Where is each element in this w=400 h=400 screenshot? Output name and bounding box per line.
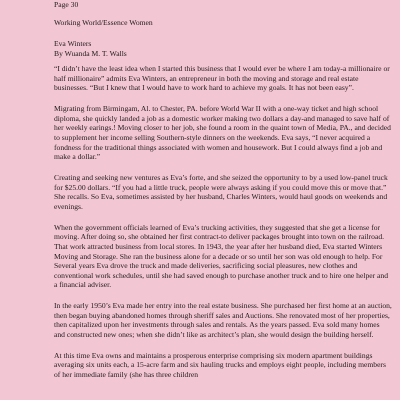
paragraph-5: In the early 1950’s Eva made her entry into the real estate business. She purchased her first home at an auction, then began buying abandoned homes through sheriff sales and Auctions. She renovated most of her properties, then capitalized upon her investments through sales and rentals. As the years passed. Eva sold many homes and constructed new ones; when she didn’t like as architect’s plan, she would design the building herself.: [54, 301, 392, 340]
page-number: Page 30: [54, 0, 79, 9]
section-heading: Working World/Essence Women: [54, 18, 153, 27]
article-title: Eva Winters: [54, 39, 92, 48]
paragraph-6: At this time Eva owns and maintains a prosperous enterprise comprising six modern apartment buildings averaging six units each, a 15-acre farm and six hauling trucks and employs eight people, including members of her immediate family (she has three children: [54, 350, 386, 380]
document-content: [54, 0, 392, 391]
paragraph-3: Creating and seeking new ventures as Eva’s forte, and she seized the opportunity to by a used low-panel truck for $25.00 dollars. “If you had a little truck, people were always asking if you could move this or move that.” She recalls. So Eva, sometimes assisted by her husband, Charles Winters, would haul goods on weekends and evenings.: [54, 172, 388, 211]
paragraph-1: “I didn’t have the least idea when I started this business that I would ever be where I am today-a millionaire or half millionaire” admits Eva Winters, an entrepreneur in both the moving and storage and real estate businesses. “But I knew that I would have to work hard to achieve my goals. It has not been easy”.: [54, 64, 390, 93]
paragraph-2: Migrating from Birmingam, Al. to Chester, PA. before World War II with a one-way ticket and high school diploma, she quickly landed a job as a domestic worker making two dollars a day-and managed to save half of her weekly earings.! Moving closer to her job, she found a room in the quaint town of Media, PA., and decided to supplement her income selling Southern-style dinners on the weekends. Eva says, “I never acquired a fondness for the traditional things associated with women and housework. But I could always find a job and make a dollar.”: [54, 103, 391, 162]
paragraph-4: When the government officials learned of Eva’s trucking activities, they suggested that she get a license for moving. After doing so, she obtained her first contract-to deliver packages brought into town on the railroad. That work attracted business from local stores. In 1943, the year after her husband died, Eva started Winters Moving and Storage. She ran the business alone for a decade or so until her son was old enough to help. For Several years Eva drove the truck and made deliveries, sacrificing social pleasures, new clothes and conventional work schedules, until she had saved enough to purchase another truck and to hire one helper and a financial adviser.: [54, 222, 389, 290]
article-byline: By Wuanda M. T. Walls: [54, 48, 127, 58]
